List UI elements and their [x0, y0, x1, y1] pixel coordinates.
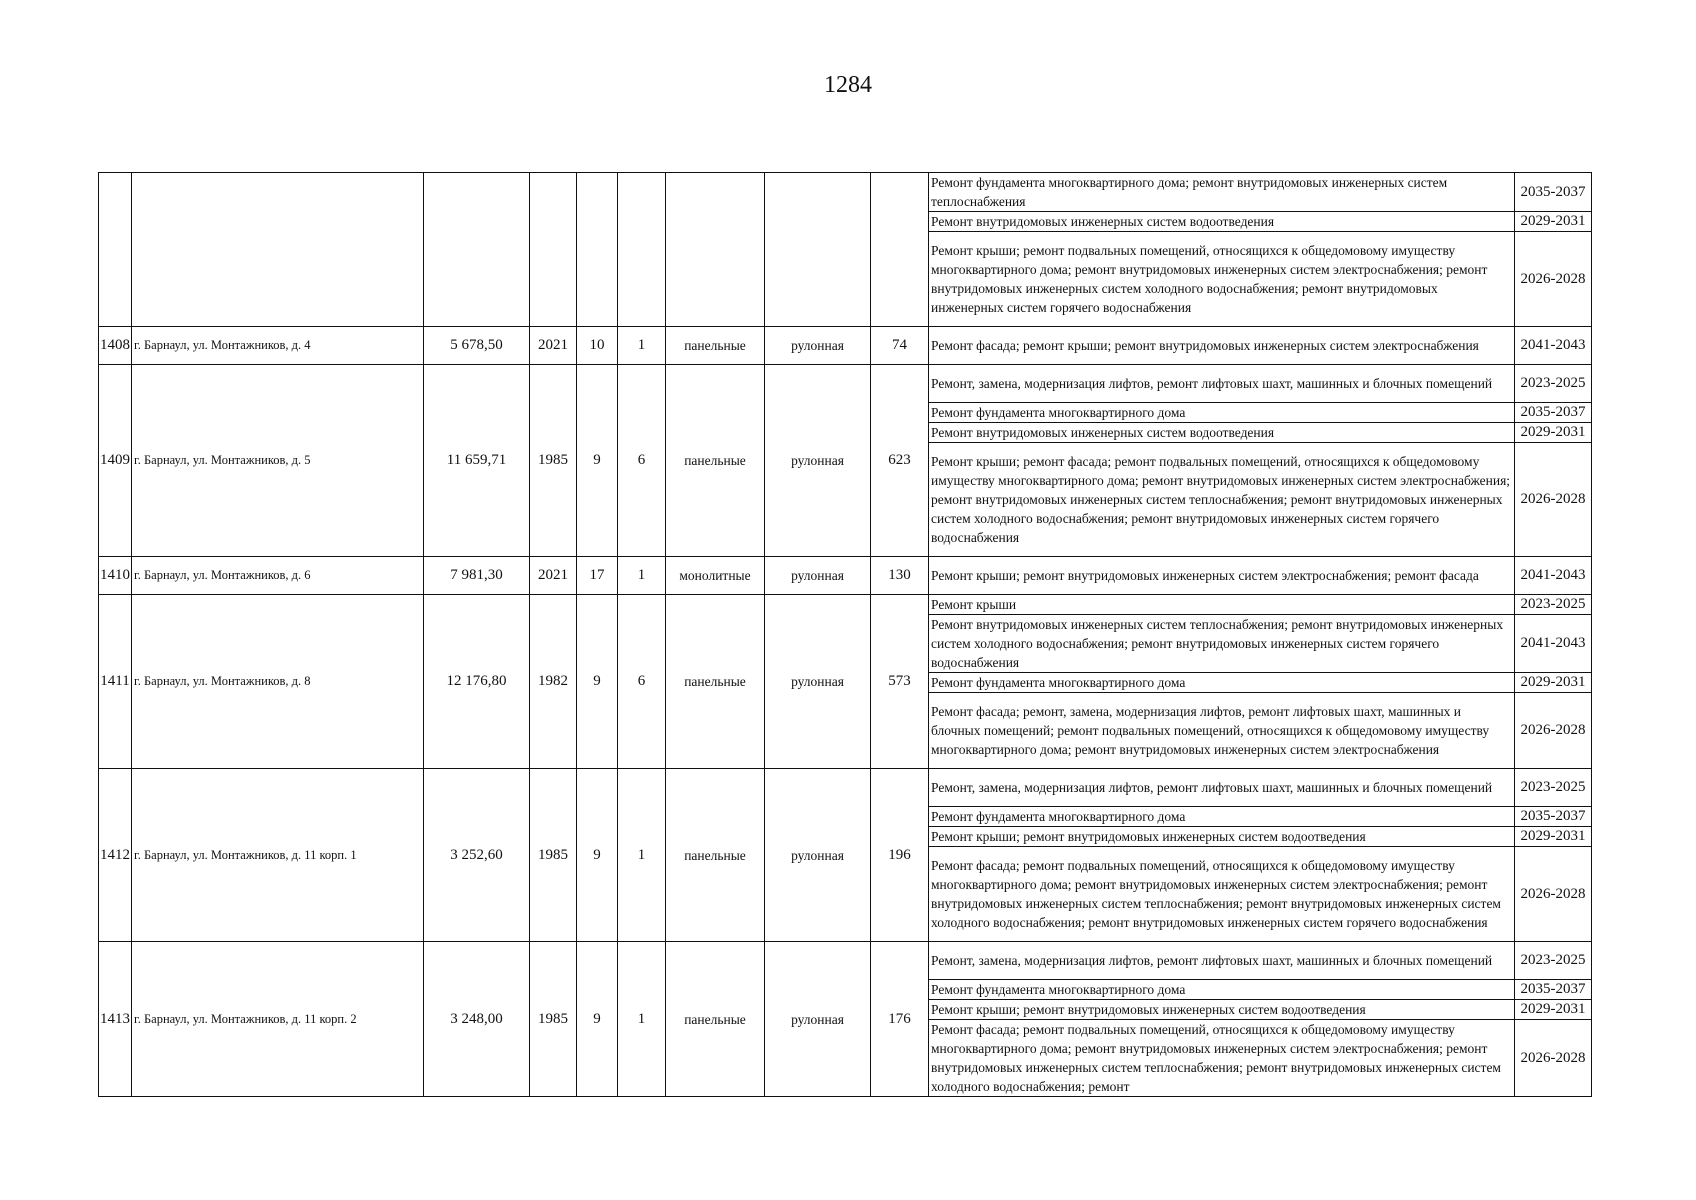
- period-cell: 2026-2028: [1515, 1020, 1592, 1097]
- residents-cell: 176: [871, 942, 929, 1097]
- year-cell: 2021: [530, 327, 577, 365]
- period-cell: 2029-2031: [1515, 673, 1592, 693]
- table-row: [99, 173, 1592, 212]
- work-cell: Ремонт фасада; ремонт крыши; ремонт внутридомовых инженерных систем электроснабжения: [929, 327, 1515, 365]
- address-cell: г. Барнаул, ул. Монтажников, д. 11 корп. 1: [132, 769, 424, 942]
- capital-repair-table: [98, 172, 1592, 1097]
- table-body: [99, 173, 1592, 1097]
- period-cell: 2026-2028: [1515, 693, 1592, 769]
- work-cell: Ремонт внутридомовых инженерных систем теплоснабжения; ремонт внутридомовых инженерных систем холодного водоснабжения; ремонт внутридомовых инженерных систем горячего водоснабжения: [929, 615, 1515, 673]
- walls-cell: панельные: [666, 595, 765, 769]
- address-cell: г. Барнаул, ул. Монтажников, д. 8: [132, 595, 424, 769]
- work-cell: Ремонт, замена, модернизация лифтов, ремонт лифтовых шахт, машинных и блочных помещений: [929, 769, 1515, 807]
- residents-cell: 130: [871, 557, 929, 595]
- area-cell: 11 659,71: [424, 365, 530, 557]
- roof-cell: [765, 173, 871, 327]
- area-cell: 12 176,80: [424, 595, 530, 769]
- residents-cell: 74: [871, 327, 929, 365]
- table-row: [99, 327, 1592, 365]
- address-cell: г. Барнаул, ул. Монтажников, д. 11 корп. 2: [132, 942, 424, 1097]
- year-cell: 2021: [530, 557, 577, 595]
- entrances-cell: 6: [618, 365, 666, 557]
- area-cell: 3 248,00: [424, 942, 530, 1097]
- roof-cell: рулонная: [765, 327, 871, 365]
- period-cell: 2023-2025: [1515, 769, 1592, 807]
- area-cell: 3 252,60: [424, 769, 530, 942]
- entrances-cell: [618, 173, 666, 327]
- period-cell: 2029-2031: [1515, 212, 1592, 232]
- row-number-cell: 1410: [99, 557, 132, 595]
- floors-cell: 9: [577, 942, 618, 1097]
- work-cell: Ремонт фундамента многоквартирного дома: [929, 403, 1515, 423]
- table-row: [99, 769, 1592, 807]
- roof-cell: рулонная: [765, 595, 871, 769]
- work-cell: Ремонт крыши; ремонт внутридомовых инженерных систем электроснабжения; ремонт фасада: [929, 557, 1515, 595]
- walls-cell: панельные: [666, 365, 765, 557]
- year-cell: 1985: [530, 769, 577, 942]
- year-cell: 1985: [530, 942, 577, 1097]
- walls-cell: панельные: [666, 942, 765, 1097]
- work-cell: Ремонт крыши; ремонт внутридомовых инженерных систем водоотведения: [929, 1000, 1515, 1020]
- table-row: [99, 557, 1592, 595]
- work-cell: Ремонт внутридомовых инженерных систем водоотведения: [929, 423, 1515, 443]
- work-cell: Ремонт внутридомовых инженерных систем водоотведения: [929, 212, 1515, 232]
- row-number-cell: 1413: [99, 942, 132, 1097]
- work-cell: Ремонт, замена, модернизация лифтов, ремонт лифтовых шахт, машинных и блочных помещений: [929, 942, 1515, 980]
- floors-cell: 9: [577, 365, 618, 557]
- row-number-cell: 1411: [99, 595, 132, 769]
- work-cell: Ремонт фасада; ремонт, замена, модернизация лифтов, ремонт лифтовых шахт, машинных и блочных помещений; ремонт подвальных помещений, относящихся к общедомовому имуществу многоквартирного дома; ремонт внутридомовых инженерных систем электроснабжения: [929, 693, 1515, 769]
- year-cell: 1985: [530, 365, 577, 557]
- period-cell: 2026-2028: [1515, 232, 1592, 327]
- period-cell: 2023-2025: [1515, 942, 1592, 980]
- period-cell: 2029-2031: [1515, 827, 1592, 847]
- period-cell: 2041-2043: [1515, 615, 1592, 673]
- table-row: [99, 595, 1592, 615]
- table-row: [99, 942, 1592, 980]
- work-cell: Ремонт крыши; ремонт фасада; ремонт подвальных помещений, относящихся к общедомовому имуществу многоквартирного дома; ремонт внутридомовых инженерных систем электроснабжения; ремонт внутридомовых инженерных систем теплоснабжения; ремонт внутридомовых инженерных систем холодного водоснабжения; ремонт внутридомовых инженерных систем горячего водоснабжения: [929, 443, 1515, 557]
- roof-cell: рулонная: [765, 557, 871, 595]
- walls-cell: панельные: [666, 769, 765, 942]
- walls-cell: [666, 173, 765, 327]
- floors-cell: 9: [577, 769, 618, 942]
- work-cell: Ремонт фундамента многоквартирного дома: [929, 673, 1515, 693]
- roof-cell: рулонная: [765, 365, 871, 557]
- area-cell: 5 678,50: [424, 327, 530, 365]
- period-cell: 2026-2028: [1515, 443, 1592, 557]
- work-cell: Ремонт фундамента многоквартирного дома: [929, 980, 1515, 1000]
- area-cell: [424, 173, 530, 327]
- roof-cell: рулонная: [765, 769, 871, 942]
- period-cell: 2029-2031: [1515, 423, 1592, 443]
- period-cell: 2035-2037: [1515, 980, 1592, 1000]
- address-cell: г. Барнаул, ул. Монтажников, д. 5: [132, 365, 424, 557]
- work-cell: Ремонт фундамента многоквартирного дома; ремонт внутридомовых инженерных систем теплоснабжения: [929, 173, 1515, 212]
- entrances-cell: 1: [618, 557, 666, 595]
- year-cell: 1982: [530, 595, 577, 769]
- entrances-cell: 1: [618, 327, 666, 365]
- floors-cell: [577, 173, 618, 327]
- address-cell: г. Барнаул, ул. Монтажников, д. 6: [132, 557, 424, 595]
- work-cell: Ремонт, замена, модернизация лифтов, ремонт лифтовых шахт, машинных и блочных помещений: [929, 365, 1515, 403]
- row-number-cell: 1412: [99, 769, 132, 942]
- period-cell: 2035-2037: [1515, 807, 1592, 827]
- table-row: [99, 365, 1592, 403]
- residents-cell: 573: [871, 595, 929, 769]
- floors-cell: 9: [577, 595, 618, 769]
- work-cell: Ремонт фундамента многоквартирного дома: [929, 807, 1515, 827]
- row-number-cell: 1408: [99, 327, 132, 365]
- area-cell: 7 981,30: [424, 557, 530, 595]
- period-cell: 2026-2028: [1515, 847, 1592, 942]
- period-cell: 2041-2043: [1515, 557, 1592, 595]
- residents-cell: [871, 173, 929, 327]
- residents-cell: 623: [871, 365, 929, 557]
- period-cell: 2041-2043: [1515, 327, 1592, 365]
- page-number: 1284: [824, 72, 872, 98]
- work-cell: Ремонт крыши: [929, 595, 1515, 615]
- period-cell: 2035-2037: [1515, 173, 1592, 212]
- period-cell: 2029-2031: [1515, 1000, 1592, 1020]
- entrances-cell: 1: [618, 769, 666, 942]
- address-cell: г. Барнаул, ул. Монтажников, д. 4: [132, 327, 424, 365]
- floors-cell: 10: [577, 327, 618, 365]
- year-cell: [530, 173, 577, 327]
- work-cell: Ремонт фасада; ремонт подвальных помещений, относящихся к общедомовому имуществу многоквартирного дома; ремонт внутридомовых инженерных систем электроснабжения; ремонт внутридомовых инженерных систем теплоснабжения; ремонт внутридомовых инженерных систем холодного водоснабжения; ремонт: [929, 1020, 1515, 1097]
- address-cell: [132, 173, 424, 327]
- row-number-cell: 1409: [99, 365, 132, 557]
- work-cell: Ремонт крыши; ремонт внутридомовых инженерных систем водоотведения: [929, 827, 1515, 847]
- period-cell: 2035-2037: [1515, 403, 1592, 423]
- entrances-cell: 6: [618, 595, 666, 769]
- work-cell: Ремонт крыши; ремонт подвальных помещений, относящихся к общедомовому имуществу многоквартирного дома; ремонт внутридомовых инженерных систем электроснабжения; ремонт внутридомовых инженерных систем холодного водоснабжения; ремонт внутридомовых инженерных систем горячего водоснабжения: [929, 232, 1515, 327]
- period-cell: 2023-2025: [1515, 595, 1592, 615]
- floors-cell: 17: [577, 557, 618, 595]
- work-cell: Ремонт фасада; ремонт подвальных помещений, относящихся к общедомовому имуществу многоквартирного дома; ремонт внутридомовых инженерных систем электроснабжения; ремонт внутридомовых инженерных систем теплоснабжения; ремонт внутридомовых инженерных систем холодного водоснабжения; ремонт внутридомовых инженерных систем горячего водоснабжения: [929, 847, 1515, 942]
- num-cell: [99, 173, 132, 327]
- residents-cell: 196: [871, 769, 929, 942]
- roof-cell: рулонная: [765, 942, 871, 1097]
- entrances-cell: 1: [618, 942, 666, 1097]
- period-cell: 2023-2025: [1515, 365, 1592, 403]
- walls-cell: монолитные: [666, 557, 765, 595]
- walls-cell: панельные: [666, 327, 765, 365]
